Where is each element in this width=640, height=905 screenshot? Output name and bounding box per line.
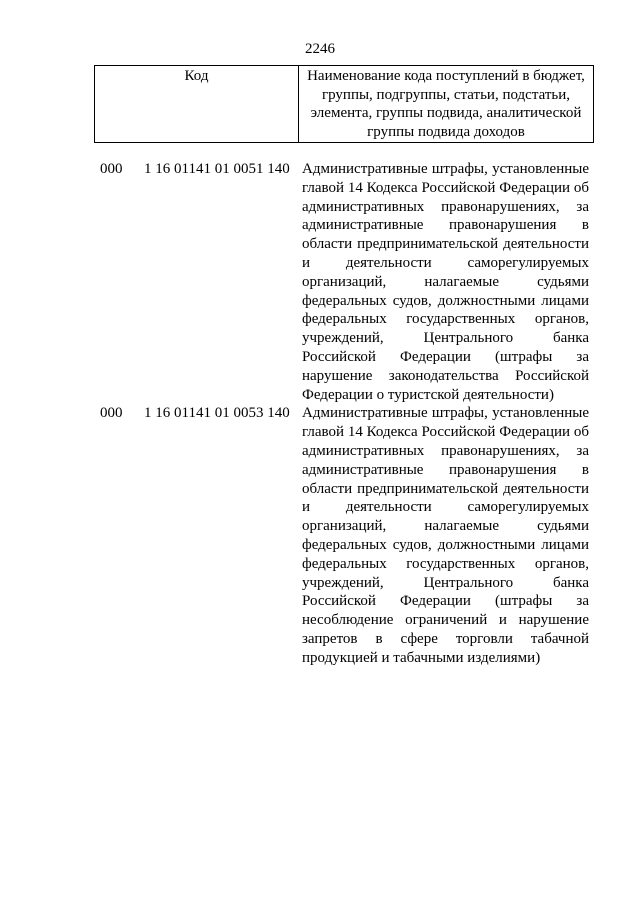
table-body [100,160,594,668]
row-description: Административные штрафы, установленные главой 14 Кодекса Российской Федерации об административных правонарушениях, за административные правонарушения в области предпринимательской деятельности и деятельности саморегулируемых организаций, налагаемые судьями федеральных судов, должностными лицами федеральных государственных органов, учреждений, Центрального банка Российской Федерации (штрафы за несоблюдение ограничений и нарушение запретов в сфере торговли табачной продукцией и табачными изделиями) [302,405,589,666]
row-revenue-code: 1 16 01141 01 0051 140 [144,161,290,177]
table-row [100,404,594,667]
row-admin-code: 000 [100,405,123,422]
table-header [94,65,594,143]
row-revenue-code: 1 16 01141 01 0053 140 [144,405,290,422]
header-name-column: Наименование кода поступлений в бюджет, группы, подгруппы, статьи, подстатьи, элемента, группы подвида, аналитической группы подвида доходов [307,68,585,140]
page-number: 2246 [305,41,335,57]
row-admin-code: 000 [100,161,123,177]
table-row [100,160,594,404]
header-code-column: Код [95,66,299,142]
row-description: Административные штрафы, установленные главой 14 Кодекса Российской Федерации об административных правонарушениях, за административные правонарушения в области предпринимательской деятельности и деятельности саморегулируемых организаций, налагаемые судьями федеральных судов, должностными лицами федеральных государственных органов, учреждений, Центрального банка Российской Федерации (штрафы за нарушение законодательства Российской Федерации о туристской деятельности) [302,161,589,403]
